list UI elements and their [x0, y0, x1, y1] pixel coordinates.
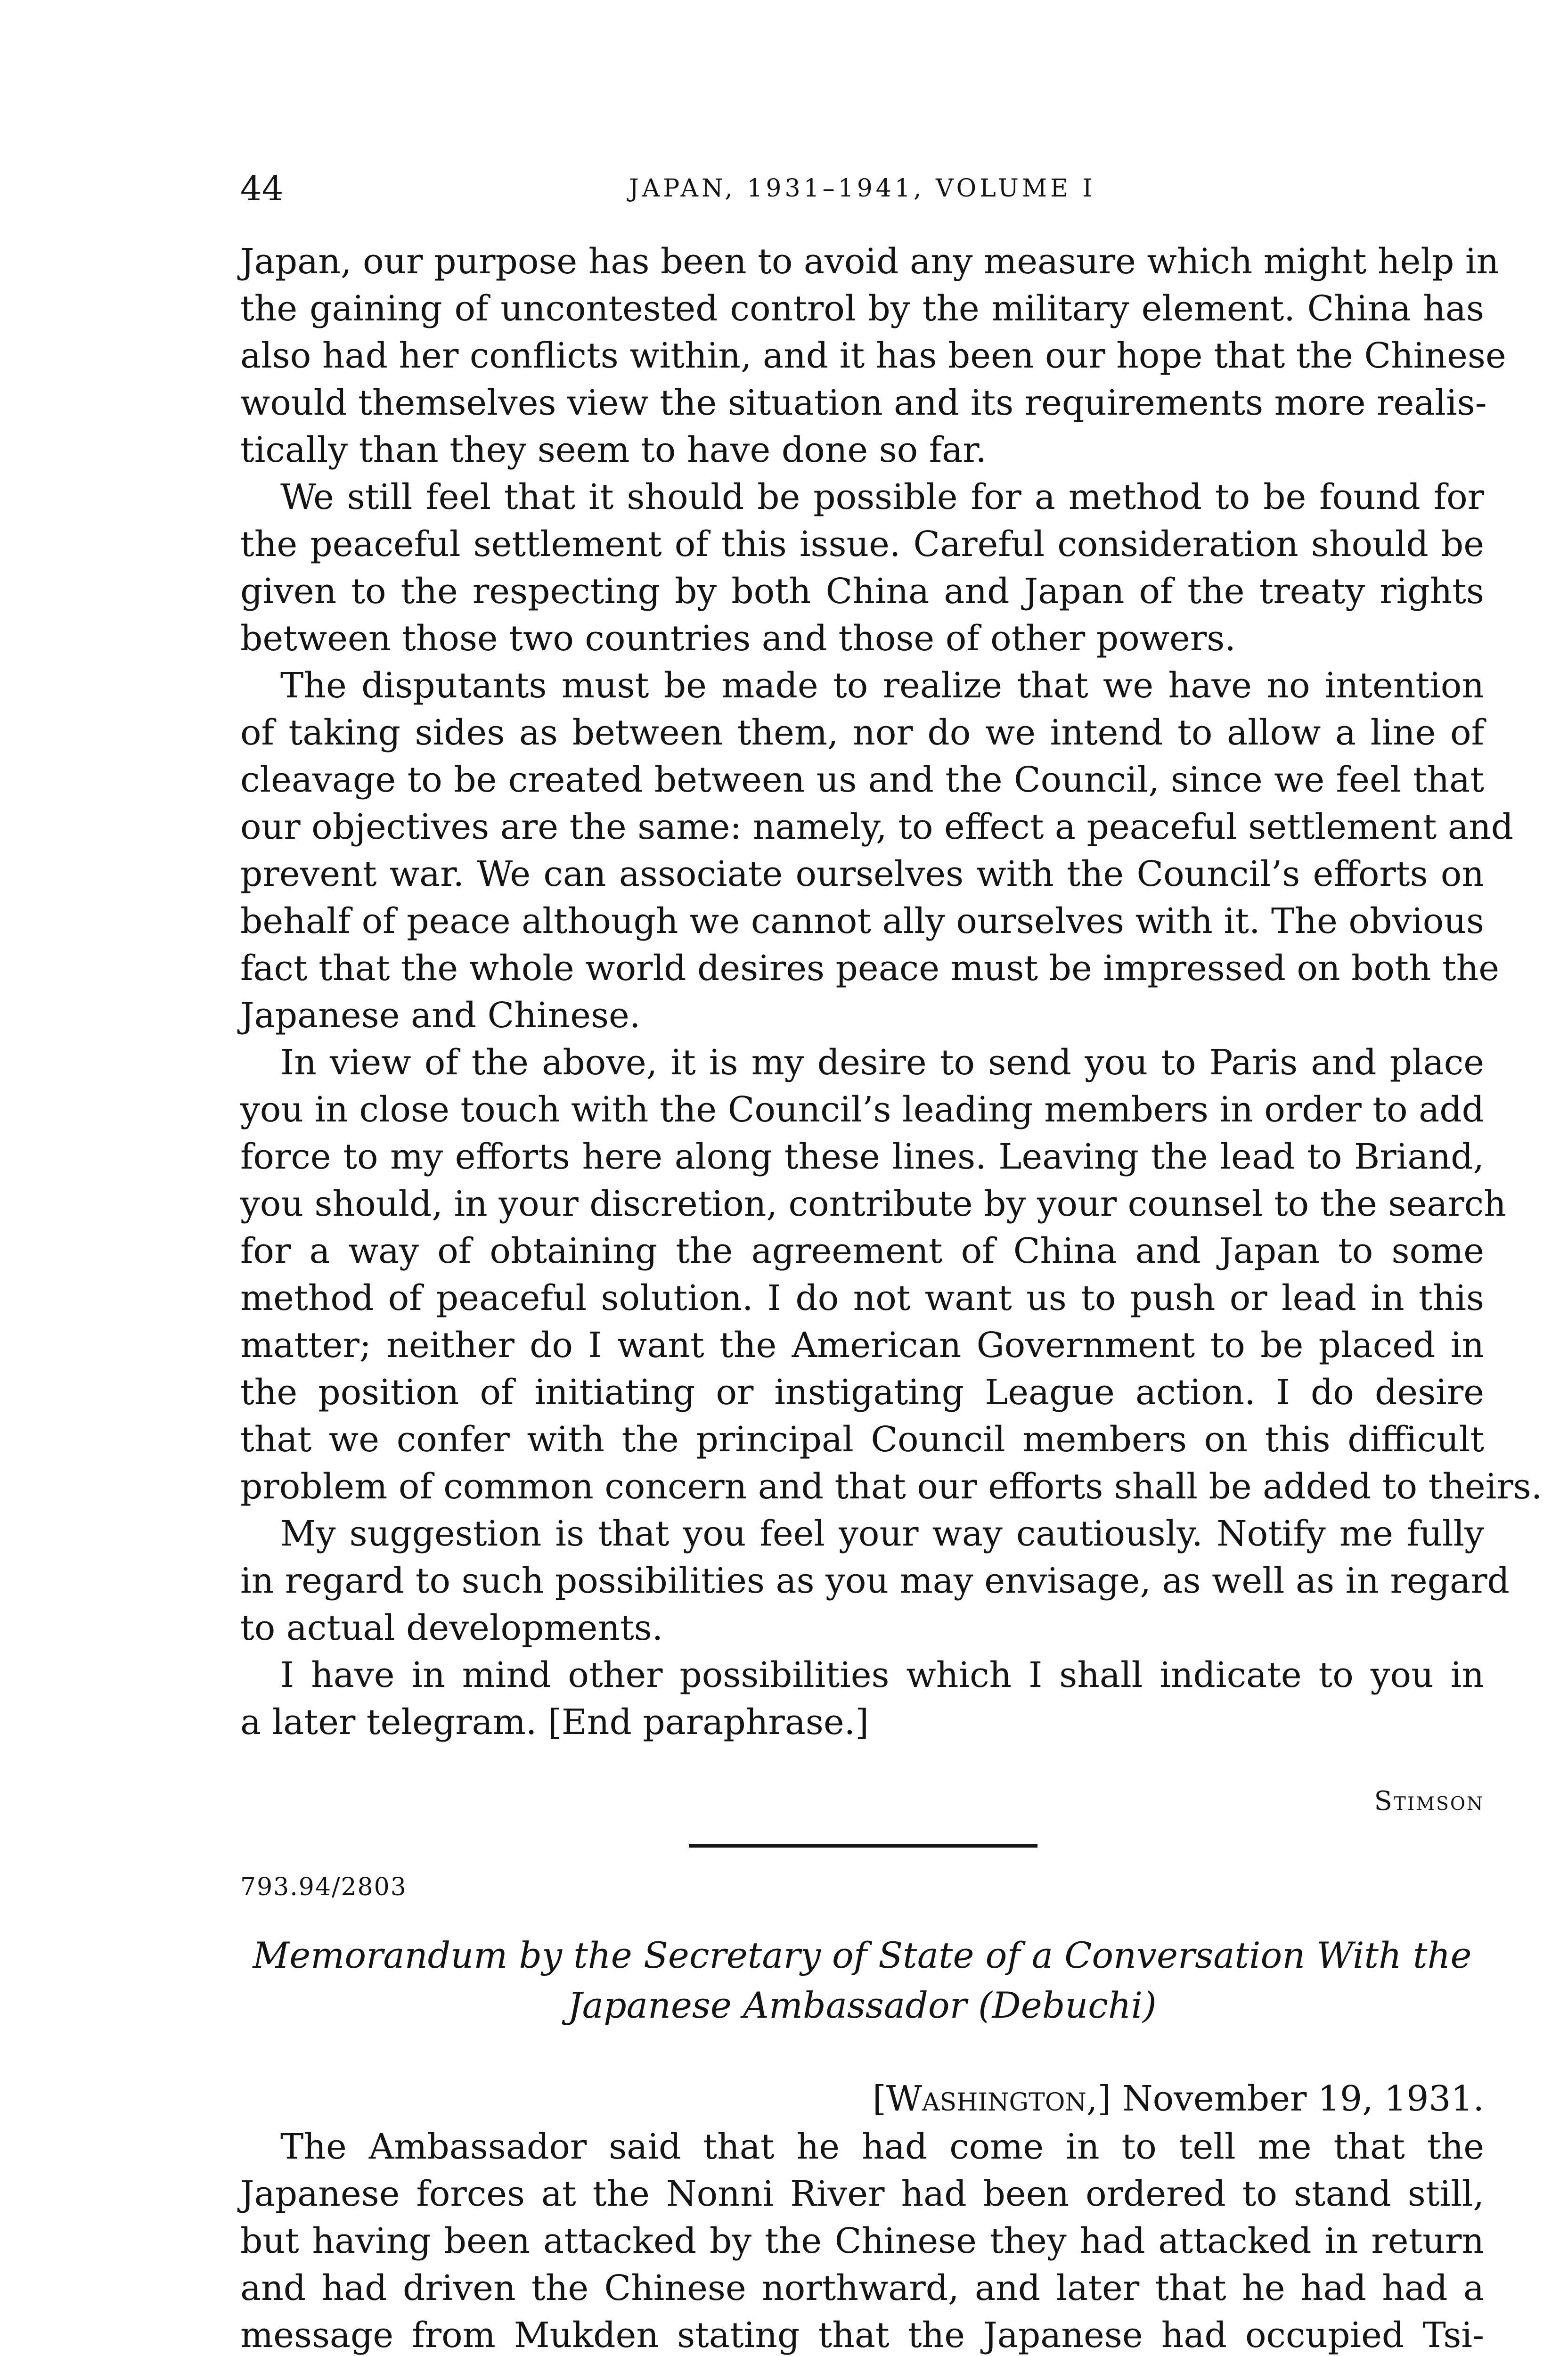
text-line: to actual developments. — [240, 1608, 663, 1648]
text-line: for a way of obtaining the agreement of China and Japan to some — [240, 1231, 1484, 1271]
text-line: in regard to such possibilities as you may envisage, as well as in regard — [240, 1561, 1510, 1601]
text-line: you should, in your discretion, contribute by your counsel to the search — [240, 1184, 1506, 1224]
memo-title-line-1: Memorandum by the Secretary of State of a Conversation With the — [253, 1934, 1472, 1976]
text-line: prevent war. We can associate ourselves with the Council’s efforts on — [240, 854, 1484, 894]
page-number: 44 — [240, 169, 284, 208]
memo-text-line: but having been attacked by the Chinese they had attacked in return — [240, 2221, 1484, 2261]
text-line: the peaceful settlement of this issue. Careful consideration should be — [240, 524, 1484, 564]
text-line: would themselves view the situation and its requirements more realis- — [240, 383, 1487, 423]
file-number: 793.94/2803 — [240, 1873, 407, 1901]
text-line: force to my efforts here along these lines. Leaving the lead to Briand, — [240, 1137, 1484, 1177]
dateline-place: [Washington,] — [873, 2078, 1111, 2119]
text-line: In view of the above, it is my desire to send you to Paris and place — [280, 1042, 1484, 1083]
running-title: JAPAN, 1931–1941, VOLUME I — [629, 174, 1096, 203]
text-line: matter; neither do I want the American Government to be placed in — [240, 1325, 1484, 1366]
dateline — [873, 2075, 1484, 2123]
text-line: also had her conflicts within, and it has been our hope that the Chinese — [240, 335, 1506, 376]
text-line: Japanese and Chinese. — [240, 995, 641, 1036]
text-line: cleavage to be created between us and the Council, since we feel that — [240, 760, 1484, 800]
dateline-date: November 19, 1931. — [1122, 2078, 1484, 2119]
text-line: our objectives are the same: namely, to effect a peaceful settlement and — [240, 807, 1513, 847]
text-line: behalf of peace although we cannot ally ourselves with it. The obvious — [240, 901, 1484, 941]
text-line: given to the respecting by both China and Japan of the treaty rights — [240, 571, 1484, 612]
text-line: We still feel that it should be possible for a method to be found for — [280, 477, 1484, 517]
text-line: My suggestion is that you feel your way cautiously. Notify me fully — [280, 1513, 1484, 1554]
text-line: method of peaceful solution. I do not want us to push or lead in this — [240, 1278, 1484, 1318]
text-line: you in close touch with the Council’s leading members in order to add — [240, 1089, 1484, 1130]
text-line: a later telegram. [End paraphrase.] — [240, 1702, 869, 1742]
text-line: fact that the whole world desires peace must be impressed on both the — [240, 948, 1500, 989]
text-line: that we confer with the principal Council members on this difficult — [240, 1419, 1484, 1460]
text-line: of taking sides as between them, nor do we intend to allow a line of — [240, 712, 1484, 753]
page-header — [240, 165, 1484, 212]
text-line: the position of initiating or instigating League action. I do desire — [240, 1372, 1484, 1413]
text-line: problem of common concern and that our efforts shall be added to theirs. — [240, 1466, 1543, 1507]
text-line: Japan, our purpose has been to avoid any measure which might help in — [240, 241, 1499, 282]
memo-text-line: Japanese forces at the Nonni River had been ordered to stand still, — [240, 2174, 1484, 2214]
memo-text-line: message from Mukden stating that the Japanese had occupied Tsi- — [240, 2315, 1484, 2356]
text-line: I have in mind other possibilities which I shall indicate to you in — [280, 1655, 1484, 1695]
text-line: between those two countries and those of other powers. — [240, 618, 1236, 659]
memo-text-line: The Ambassador said that he had come in to tell me that the — [280, 2127, 1484, 2167]
memo-title-line-2: Japanese Ambassador (Debuchi) — [568, 1984, 1157, 2026]
signature: Stimson — [1374, 1786, 1484, 1816]
text-line: The disputants must be made to realize that we have no intention — [280, 665, 1484, 706]
section-divider — [689, 1844, 1037, 1848]
text-line: tically than they seem to have done so far. — [240, 430, 987, 470]
text-line: the gaining of uncontested control by the military element. China has — [240, 288, 1484, 329]
memo-text-line: and had driven the Chinese northward, and later that he had had a — [240, 2268, 1484, 2308]
